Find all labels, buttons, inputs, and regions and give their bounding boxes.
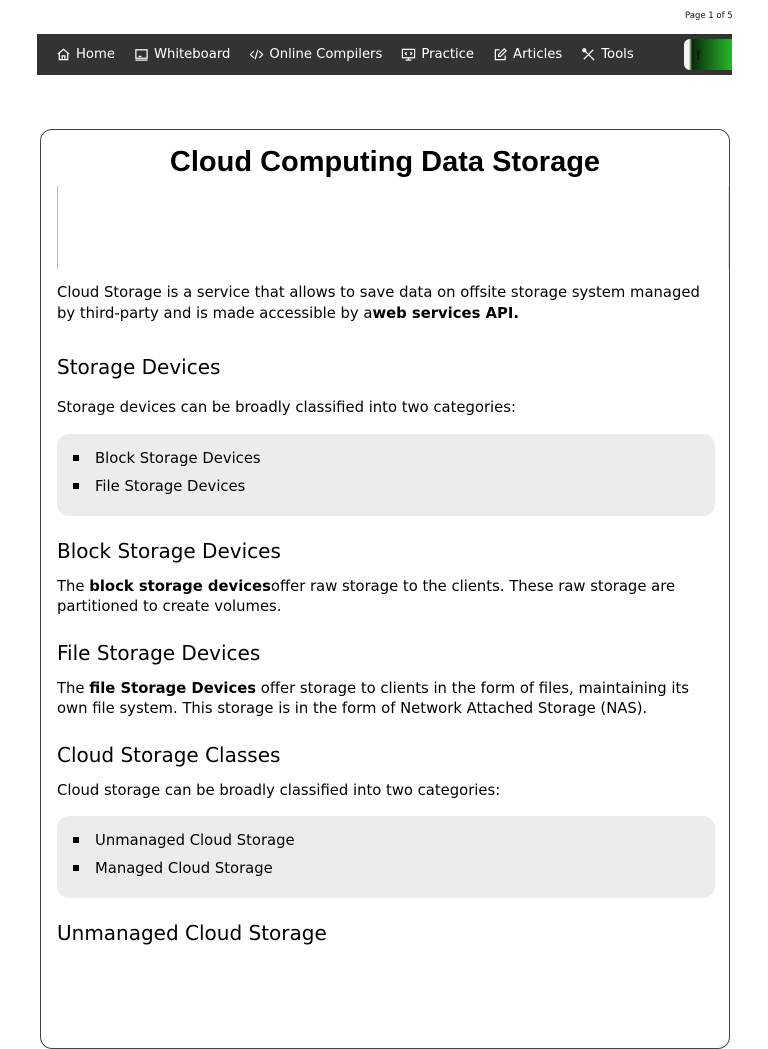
nav-item-practice[interactable]: [391, 34, 483, 75]
heading-storage-devices: Storage Devices: [57, 355, 221, 379]
whiteboard-icon: [134, 47, 149, 62]
list-item: Block Storage Devices: [57, 447, 715, 475]
nav-label-practice: Practice: [421, 47, 475, 62]
tools-icon: [581, 47, 596, 62]
heading-storage-classes: Cloud Storage Classes: [57, 742, 281, 767]
intro-paragraph: [57, 283, 715, 324]
intro-bold: web services API.: [372, 304, 519, 322]
nav-item-whiteboard[interactable]: [124, 34, 239, 75]
list-item: File Storage Devices: [57, 475, 715, 503]
ad-placeholder: [57, 186, 729, 269]
intro-text: Cloud Storage is a service that allows to save data on offsite storage system managed by third-party and is made accessible by a: [57, 284, 700, 322]
article-content: [57, 283, 715, 945]
monitor-icon: [401, 47, 416, 62]
heading-block-storage: Block Storage Devices: [57, 538, 281, 563]
storage-devices-list: [57, 434, 715, 516]
block-pre: The: [57, 577, 90, 595]
nav-label-home: Home: [76, 47, 115, 62]
page-title: Cloud Computing Data Storage: [169, 146, 601, 178]
nav-label-whiteboard: Whiteboard: [153, 47, 231, 62]
list-item: Managed Cloud Storage: [57, 857, 715, 885]
heading-file-storage: File Storage Devices: [57, 640, 261, 665]
facebook-button[interactable]: [684, 39, 732, 70]
heading-unmanaged-storage: Unmanaged Cloud Storage: [57, 921, 327, 945]
block-bold: block storage devices: [89, 577, 271, 595]
home-icon: [56, 47, 71, 62]
block-post: offer raw storage to the clients. These raw storage are partitioned to create volumes.: [57, 577, 676, 615]
edit-icon: [493, 47, 508, 62]
storage-devices-text: Storage devices can be broadly classified into two categories:: [57, 399, 516, 416]
nav-item-articles[interactable]: [483, 34, 571, 75]
nav-label-online-compilers: Online Compilers: [269, 47, 383, 62]
page-number: Page 1 of 5: [685, 11, 733, 21]
nav-item-home[interactable]: [37, 34, 124, 75]
list-item: Unmanaged Cloud Storage: [57, 829, 715, 857]
block-storage-text: [57, 577, 715, 618]
top-navbar: [37, 34, 732, 75]
storage-classes-text: Cloud storage can be broadly classified into two categories:: [57, 781, 501, 799]
nav-label-articles: Articles: [513, 47, 563, 62]
nav-item-online-compilers[interactable]: [239, 34, 391, 75]
file-pre: The: [57, 679, 90, 697]
file-bold: file Storage Devices: [89, 679, 257, 697]
file-storage-text: [57, 679, 715, 720]
file-post: offer storage to clients in the form of files, maintaining its own file system. This storage is in the form of Network Attached Storage (NAS).: [57, 679, 689, 717]
code-icon: [249, 47, 264, 62]
storage-classes-list: [57, 816, 715, 898]
nav-item-tools[interactable]: [571, 34, 642, 75]
facebook-icon: f: [696, 46, 701, 63]
nav-label-tools: Tools: [601, 47, 634, 62]
